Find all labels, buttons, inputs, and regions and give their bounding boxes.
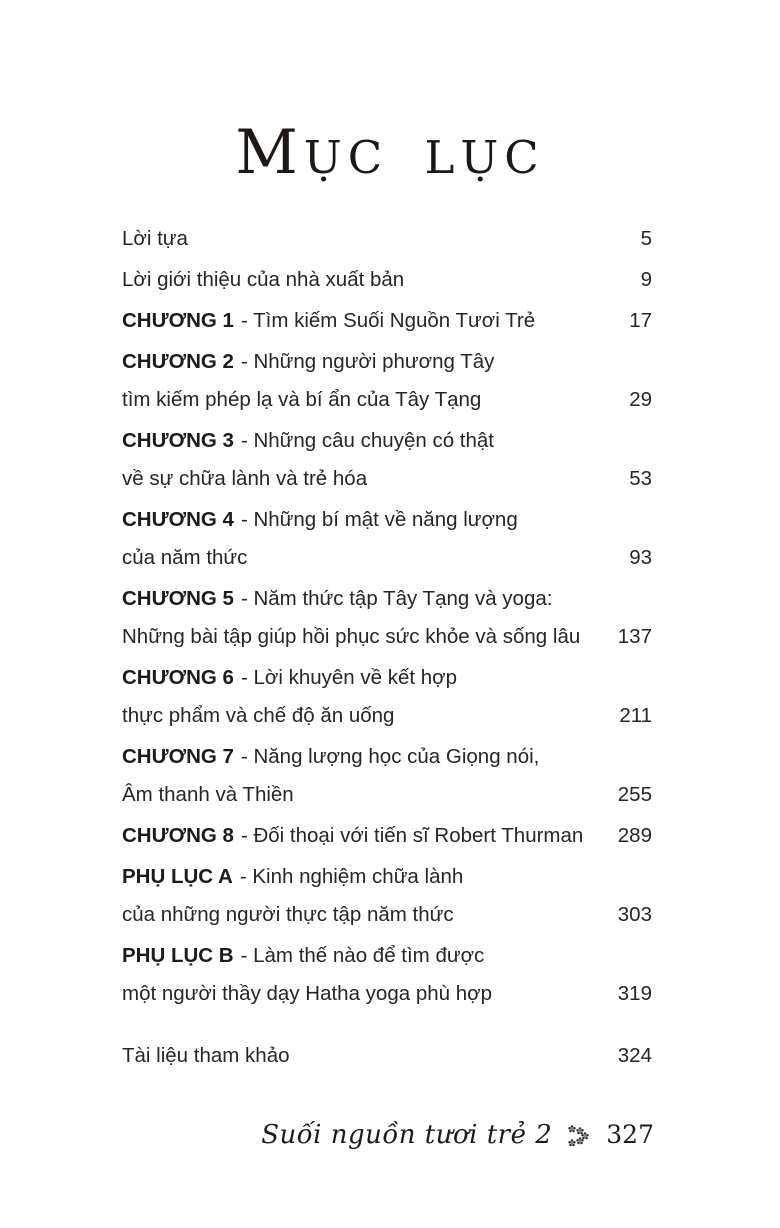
toc-row	[122, 308, 652, 334]
toc-page-number: 324	[617, 1044, 652, 1067]
toc-entry-text: Những bài tập giúp hồi phục sức khỏe và sống lâu	[122, 625, 581, 648]
toc-row	[122, 349, 652, 375]
toc-page-number: 9	[640, 268, 652, 291]
toc-row	[122, 943, 652, 969]
toc-entry-text: - Làm thế nào để tìm được	[240, 944, 485, 967]
toc-page-number: 53	[629, 467, 652, 490]
toc-page-number: 319	[617, 982, 652, 1005]
toc-row	[122, 466, 652, 492]
toc-row	[122, 507, 652, 533]
toc-entry-text: - Kinh nghiệm chữa lành	[239, 865, 464, 888]
toc-row	[122, 1043, 652, 1069]
toc-entry-text: - Lời khuyên về kết hợp	[240, 666, 458, 689]
table-of-contents	[122, 226, 652, 1069]
toc-entry-text: - Đối thoại với tiến sĩ Robert Thurman	[240, 824, 584, 847]
toc-entry-prefix: PHỤ LỤC B	[122, 944, 234, 967]
toc-entry-text: - Những người phương Tây	[240, 350, 495, 373]
toc-entry-text: về sự chữa lành và trẻ hóa	[122, 467, 368, 490]
toc-row	[122, 545, 652, 571]
toc-row	[122, 665, 652, 691]
toc-page-number: 255	[617, 783, 652, 806]
toc-row	[122, 703, 652, 729]
toc-entry-text: - Tìm kiếm Suối Nguồn Tươi Trẻ	[240, 309, 536, 332]
toc-entry-text: Tài liệu tham khảo	[122, 1044, 290, 1067]
toc-entry-text: - Năng lượng học của Giọng nói,	[240, 745, 540, 768]
toc-row	[122, 387, 652, 413]
toc-entry-prefix: CHƯƠNG 2	[122, 350, 234, 373]
toc-entry-text: - Những câu chuyện có thật	[240, 429, 494, 452]
fleuron-ornament-icon	[567, 1125, 591, 1151]
footer-book-title: Suối nguồn tươi trẻ 2	[261, 1120, 553, 1150]
toc-entry-text: - Năm thức tập Tây Tạng và yoga:	[240, 587, 553, 610]
toc-row	[122, 744, 652, 770]
toc-entry-prefix: CHƯƠNG 5	[122, 587, 234, 610]
title-rest: ỤC LỤC	[303, 131, 545, 184]
toc-entry-text: của những người thực tập năm thức	[122, 903, 454, 926]
page-footer	[261, 1120, 654, 1150]
toc-page-number: 137	[617, 625, 652, 648]
toc-entry-prefix: CHƯƠNG 8	[122, 824, 234, 847]
toc-row	[122, 428, 652, 454]
title-initial-letter: M	[235, 117, 304, 188]
toc-row	[122, 586, 652, 612]
toc-row	[122, 981, 652, 1007]
toc-entry-text: - Những bí mật về năng lượng	[240, 508, 518, 531]
footer-page-number: 327	[606, 1120, 654, 1149]
toc-page-number: 29	[629, 388, 652, 411]
page-title	[0, 117, 780, 188]
toc-page-number: 211	[619, 704, 652, 727]
toc-entry-text: thực phẩm và chế độ ăn uống	[122, 704, 395, 727]
toc-entry-text: của năm thức	[122, 546, 248, 569]
toc-page-number: 5	[640, 227, 652, 250]
toc-page-number: 17	[629, 309, 652, 332]
toc-entry-text: tìm kiếm phép lạ và bí ẩn của Tây Tạng	[122, 388, 482, 411]
toc-row	[122, 267, 652, 293]
toc-entry-prefix: CHƯƠNG 4	[122, 508, 234, 531]
toc-entry-text: Âm thanh và Thiền	[122, 783, 294, 806]
toc-row	[122, 624, 652, 650]
toc-row	[122, 864, 652, 890]
toc-row	[122, 902, 652, 928]
toc-entry-prefix: CHƯƠNG 7	[122, 745, 234, 768]
toc-page-number: 93	[629, 546, 652, 569]
toc-row	[122, 226, 652, 252]
toc-page-number: 289	[617, 824, 652, 847]
toc-entry-text: một người thầy dạy Hatha yoga phù hợp	[122, 982, 492, 1005]
toc-entry-prefix: CHƯƠNG 3	[122, 429, 234, 452]
toc-entry-prefix: CHƯƠNG 6	[122, 666, 234, 689]
toc-page-number: 303	[617, 903, 652, 926]
toc-row	[122, 823, 652, 849]
toc-row	[122, 782, 652, 808]
toc-entry-prefix: PHỤ LỤC A	[122, 865, 233, 888]
toc-entry-text: Lời giới thiệu của nhà xuất bản	[122, 268, 405, 291]
toc-entry-prefix: CHƯƠNG 1	[122, 309, 234, 332]
toc-entry-text: Lời tựa	[122, 227, 188, 250]
